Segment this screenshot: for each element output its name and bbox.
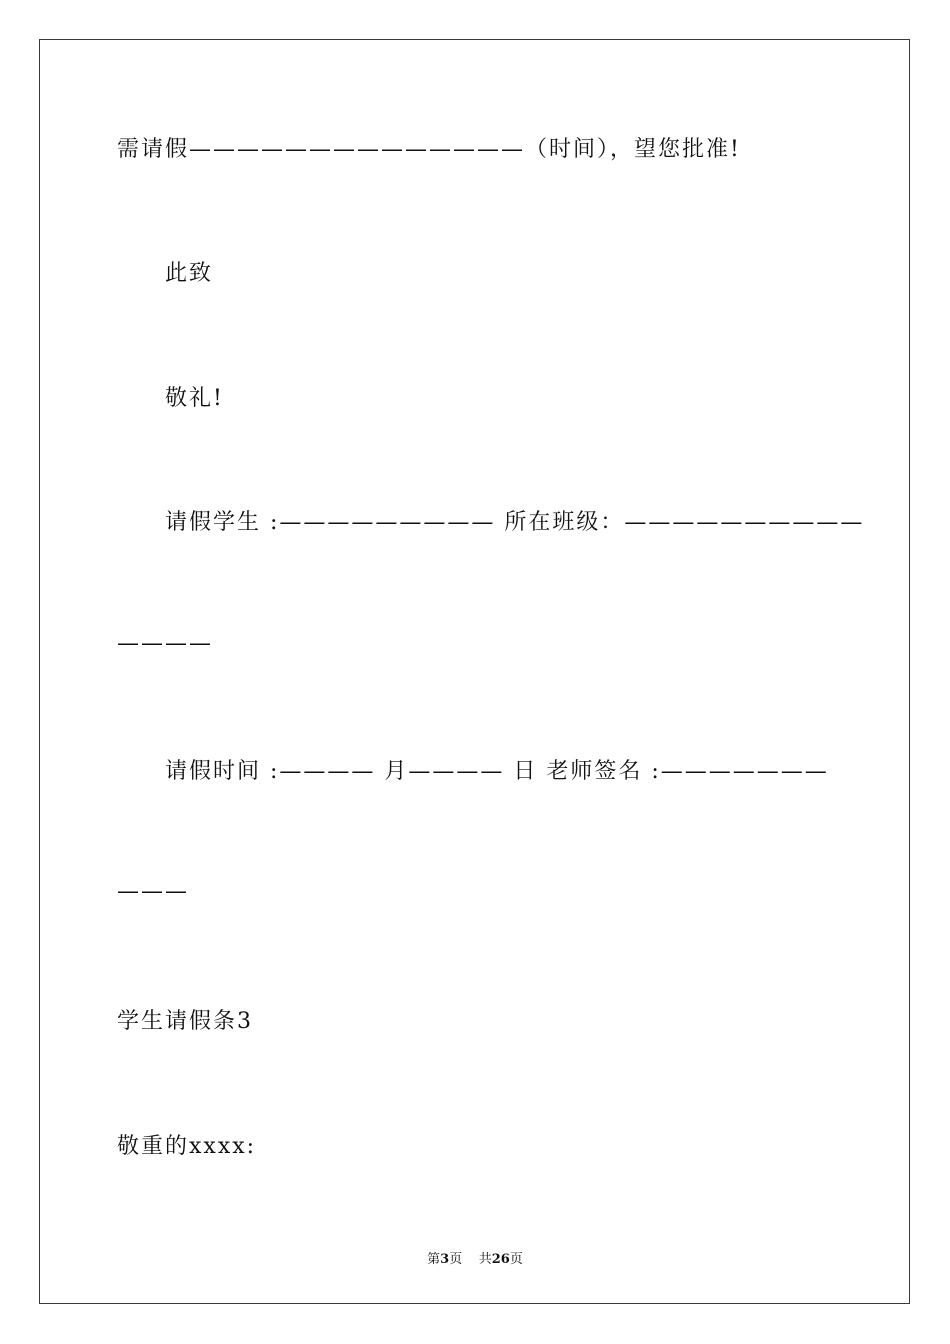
footer-page-suffix: 页 [449, 1252, 463, 1267]
page-border [39, 39, 910, 1304]
footer-total-pages: 26 [491, 1252, 510, 1267]
closing-salutation-2: 敬礼! [165, 386, 224, 411]
closing-salutation-1: 此致 [165, 261, 214, 286]
date-signature-line-continued: ——— [117, 879, 189, 904]
page-footer [0, 1248, 950, 1267]
footer-prefix: 第 [427, 1252, 441, 1267]
section-heading: 学生请假条3 [117, 1009, 253, 1034]
leave-request-line: 需请假——————————————（时间），望您批准! [117, 137, 741, 162]
student-class-line-continued: ———— [117, 631, 213, 656]
greeting-line: 敬重的xxxx: [117, 1134, 257, 1159]
footer-total-prefix: 共 [478, 1252, 492, 1267]
student-class-line: 请假学生 :————————— 所在班级：—————————— [165, 510, 865, 535]
footer-page-number: 3 [440, 1252, 450, 1267]
footer-total-suffix: 页 [509, 1252, 523, 1267]
date-signature-line: 请假时间 :———— 月———— 日 老师签名 :——————— [165, 759, 829, 784]
